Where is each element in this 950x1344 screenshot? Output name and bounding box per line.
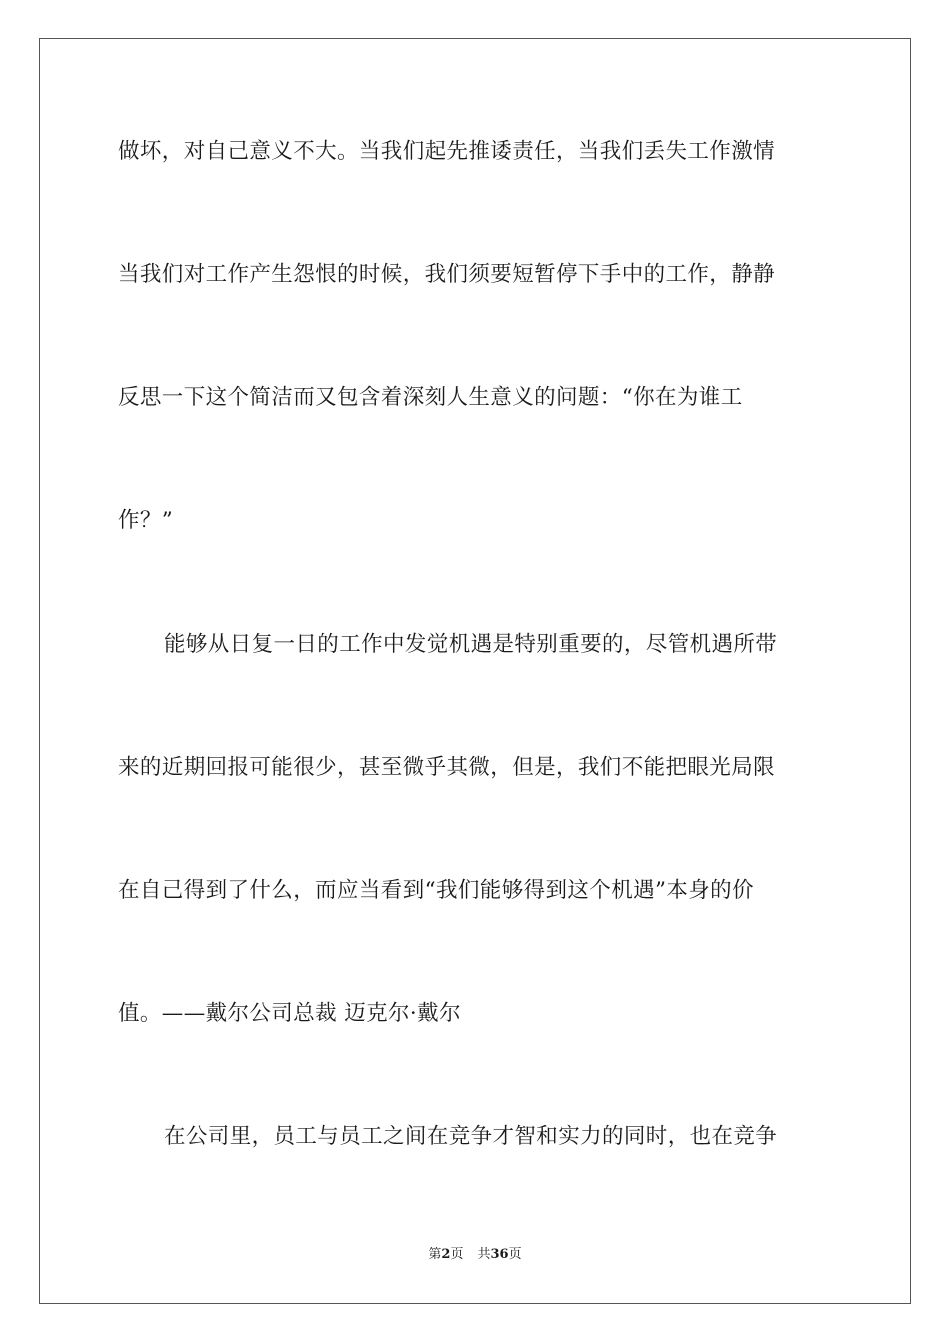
page-border bbox=[39, 38, 911, 1304]
total-suffix: 页 bbox=[508, 1247, 522, 1262]
body-line-2: 当我们对工作产生怨恨的时候，我们须要短暂停下手中的工作，静静 bbox=[118, 262, 776, 287]
total-pages: 36 bbox=[490, 1247, 509, 1262]
body-line-8: 值。——戴尔公司总裁 迈克尔·戴尔 bbox=[118, 1001, 461, 1026]
body-line-4: 作？” bbox=[118, 508, 174, 533]
body-line-6: 来的近期回报可能很少，甚至微乎其微，但是，我们不能把眼光局限 bbox=[118, 755, 776, 780]
body-line-1: 做坏，对自己意义不大。当我们起先推诿责任，当我们丢失工作激情 bbox=[118, 139, 776, 164]
page-suffix: 页 bbox=[450, 1247, 464, 1262]
page-prefix: 第 bbox=[428, 1247, 442, 1262]
body-line-5: 能够从日复一日的工作中发觉机遇是特别重要的，尽管机遇所带 bbox=[164, 632, 778, 657]
body-line-7: 在自己得到了什么，而应当看到“我们能够得到这个机遇”本身的价 bbox=[118, 878, 754, 903]
total-prefix: 共 bbox=[477, 1247, 491, 1262]
page-footer bbox=[0, 1246, 950, 1264]
body-line-3: 反思一下这个简洁而又包含着深刻人生意义的问题：“你在为谁工 bbox=[118, 385, 743, 410]
page-number: 2 bbox=[441, 1247, 451, 1262]
body-line-9: 在公司里，员工与员工之间在竞争才智和实力的同时，也在竞争 bbox=[164, 1124, 778, 1149]
